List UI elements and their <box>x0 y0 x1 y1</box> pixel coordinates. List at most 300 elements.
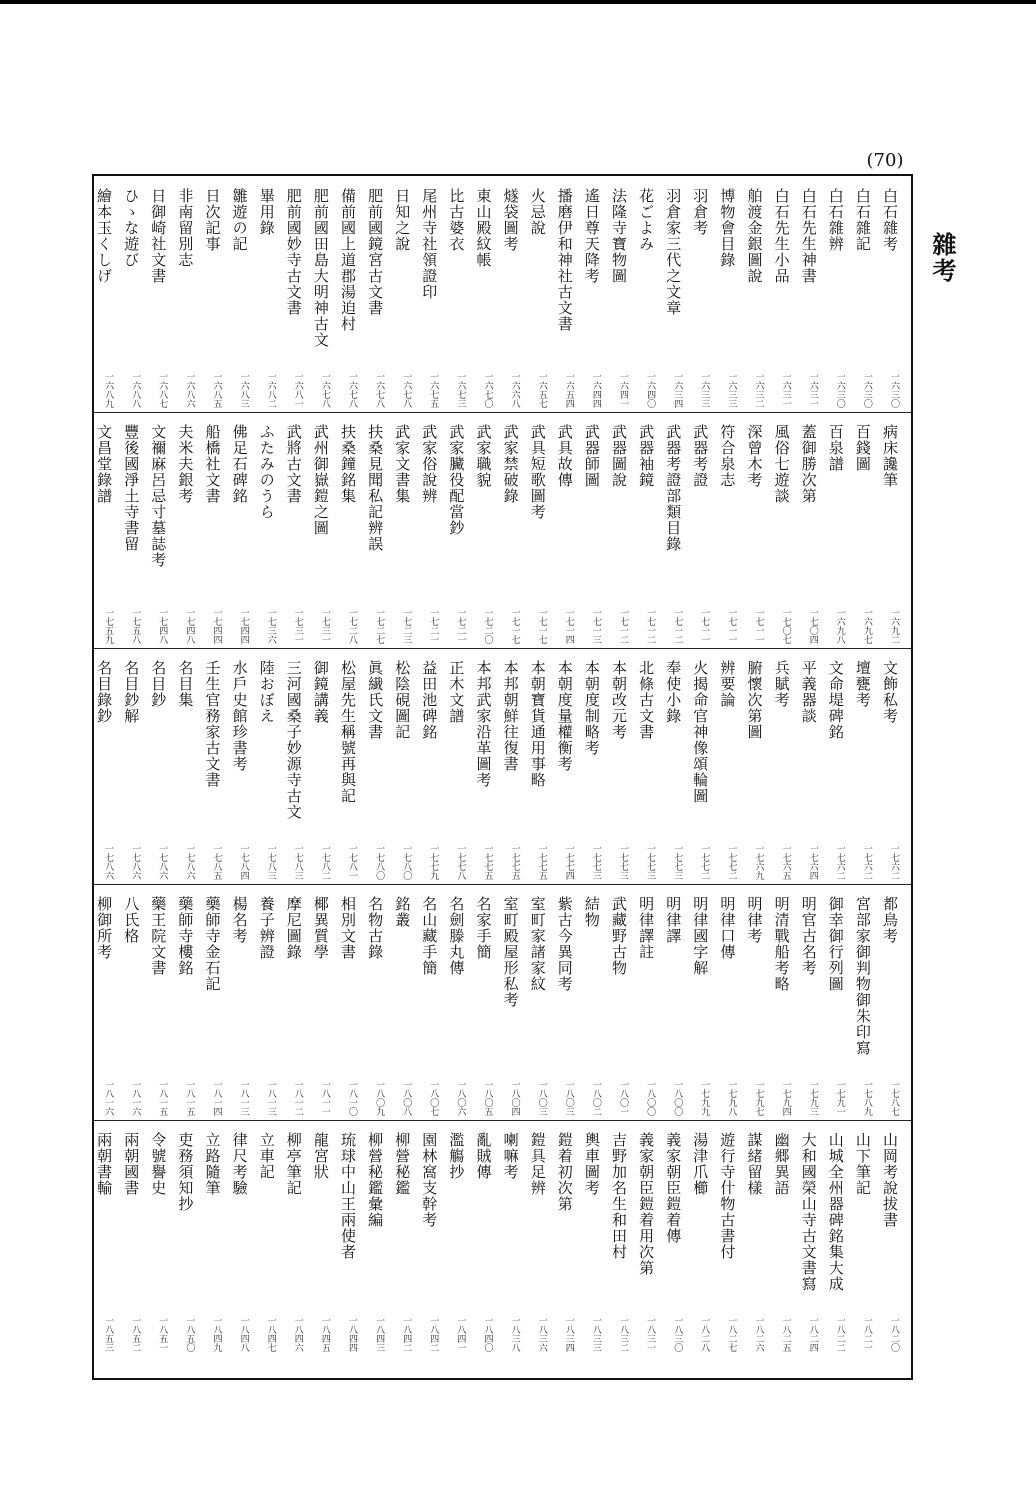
entry-page-number: 一八二四 <box>807 1316 818 1352</box>
entry-page-number: 一七七九 <box>428 844 439 880</box>
entry-title: 日知之說 <box>393 188 412 252</box>
entry-title: 紫古今異同考 <box>555 896 574 992</box>
entry-page-number: 一七八五 <box>211 844 222 880</box>
entry-title: 柳營秘鑑 <box>393 1132 412 1196</box>
entry-title: 眞繊氏文書 <box>366 660 385 740</box>
entry-title: 兵賦考 <box>772 660 791 708</box>
entry-page-number: 一八五〇 <box>184 1316 195 1352</box>
entry-page-number: 一六三二 <box>753 372 764 408</box>
index-entry <box>281 884 307 1120</box>
index-entry <box>687 1120 713 1356</box>
entry-title: 扶桑鐘銘集 <box>339 424 357 504</box>
entry-title: 柳營秘鑑彙編 <box>366 1132 385 1228</box>
index-band <box>94 884 911 1120</box>
index-entry <box>552 412 578 648</box>
entry-page-number: 一八〇三 <box>563 1080 574 1116</box>
entry-page-number: 一八二一 <box>861 1316 872 1352</box>
entry-page-number: 一八一六 <box>103 1080 114 1116</box>
entry-page-number: 一七七四 <box>563 844 574 880</box>
entry-page-number: 一八一五 <box>184 1080 195 1116</box>
entry-title: 武家禁破錄 <box>501 424 520 504</box>
entry-page-number: 一六九二 <box>889 608 899 644</box>
index-entry <box>525 412 551 648</box>
index-entry <box>91 412 117 648</box>
entry-title: 蓋御勝次第 <box>799 424 818 504</box>
entry-page-number: 一六七〇 <box>482 372 493 408</box>
entry-page-number: 一七二一 <box>428 608 439 644</box>
entry-page-number: 一八四〇 <box>482 1316 493 1352</box>
entry-page-number: 一八四四 <box>347 1316 357 1352</box>
index-entry <box>769 1120 795 1356</box>
entry-title: 武器考證部類目錄 <box>664 424 683 552</box>
entry-page-number: 一八四二 <box>428 1316 439 1352</box>
entry-title: 尾州寺社領證印 <box>420 188 439 300</box>
entry-page-number: 一八五三 <box>103 1316 114 1352</box>
index-entry <box>687 884 713 1120</box>
index-entry <box>335 884 361 1120</box>
index-entry <box>850 884 876 1120</box>
entry-page-number: 一七四八 <box>184 608 195 644</box>
index-entry <box>877 648 903 884</box>
entry-page-number: 一七八三 <box>292 844 303 880</box>
entry-title: 白石先生神書 <box>799 188 818 284</box>
entry-title: 武器袖鏡 <box>637 424 656 488</box>
entry-page-number: 一八二二 <box>834 1316 845 1352</box>
index-entry <box>145 412 171 648</box>
index-band <box>94 1120 911 1356</box>
index-entry <box>471 176 497 412</box>
index-entry <box>118 412 144 648</box>
entry-page-number: 一七六二 <box>834 844 845 880</box>
index-entry <box>227 176 253 412</box>
index-entry <box>254 648 280 884</box>
entry-title: 舶渡金銀圖說 <box>745 188 764 284</box>
entry-title: 摩尼圖錄 <box>284 896 303 960</box>
index-entry <box>850 648 876 884</box>
entry-title: 壇甕考 <box>853 660 872 708</box>
index-entry <box>308 648 334 884</box>
index-entry <box>742 176 768 412</box>
entry-page-number: 一六八六 <box>184 372 195 408</box>
index-entry <box>796 648 822 884</box>
entry-title: 扶桑見聞私記辨誤 <box>366 424 385 552</box>
entry-title: 室町殿屋形私考 <box>501 896 520 1008</box>
index-entry <box>91 884 117 1120</box>
index-entry <box>660 176 686 412</box>
entry-page-number: 一七一二 <box>672 608 683 644</box>
index-entry <box>416 1120 442 1356</box>
index-entry <box>579 176 605 412</box>
index-entry <box>227 412 253 648</box>
entry-page-number: 一八三〇 <box>672 1316 683 1352</box>
entry-title: 相別文書 <box>339 896 357 960</box>
entry-page-number: 一八一〇 <box>347 1080 357 1116</box>
index-entry <box>335 648 361 884</box>
entry-title: 鎧具足辨 <box>528 1132 547 1196</box>
entry-page-number: 一七八六 <box>130 844 141 880</box>
entry-title: 輿車圖考 <box>582 1132 601 1196</box>
entry-page-number: 一六八二 <box>265 372 276 408</box>
index-entry <box>769 176 795 412</box>
entry-title: 佛足石碑銘 <box>230 424 249 504</box>
entry-title: 白石雜記 <box>853 188 872 252</box>
entry-page-number: 一六八三 <box>238 372 249 408</box>
entry-page-number: 一八四八 <box>238 1316 249 1352</box>
entry-title: 室町家諸家紋 <box>528 896 547 992</box>
entry-title: 羽倉考 <box>691 188 710 236</box>
entry-page-number: 一六五四 <box>563 372 574 408</box>
entry-title: 明律國字解 <box>691 896 710 976</box>
entry-title: 平義器談 <box>799 660 818 724</box>
entry-title: 明律口傳 <box>718 896 737 960</box>
index-entry <box>823 1120 849 1356</box>
entry-page-number: 一八〇九 <box>374 1080 385 1116</box>
index-entry <box>742 412 768 648</box>
index-entry <box>579 884 605 1120</box>
entry-title: 明律譯 <box>664 896 683 944</box>
entry-title: 肥前國鏡宮古文書 <box>366 188 385 316</box>
entry-title: 養子辨證 <box>257 896 276 960</box>
entry-title: 遊行寺什物古書付 <box>718 1132 737 1260</box>
entry-title: 名物古錄 <box>366 896 385 960</box>
entry-title: 藥師寺金石記 <box>203 896 222 992</box>
entry-title: 本邦武家沿革圖考 <box>474 660 493 788</box>
entry-page-number: 一八二五 <box>780 1316 791 1352</box>
entry-title: ふたみのうら <box>257 424 276 520</box>
entry-title: 松屋先生稱號再與記 <box>339 660 357 804</box>
index-entry <box>769 884 795 1120</box>
entry-title: 夫米夫銀考 <box>176 424 195 504</box>
index-band <box>94 412 911 648</box>
index-entry <box>579 1120 605 1356</box>
index-entry <box>416 412 442 648</box>
entry-title: 羽倉家三代之文章 <box>664 188 683 316</box>
entry-page-number: 一六四四 <box>590 372 601 408</box>
index-entry <box>850 1120 876 1356</box>
entry-page-number: 一七七五 <box>536 844 547 880</box>
entry-page-number: 一六八七 <box>157 372 168 408</box>
entry-title: 畢用錄 <box>257 188 276 236</box>
entry-page-number: 一八二七 <box>726 1316 737 1352</box>
entry-page-number: 一八〇八 <box>401 1080 412 1116</box>
entry-page-number: 一八一三 <box>238 1080 249 1116</box>
index-entry <box>714 176 740 412</box>
index-entry <box>633 176 659 412</box>
top-border <box>0 0 1036 4</box>
index-entry <box>877 884 903 1120</box>
entry-page-number: 一七三一 <box>319 608 330 644</box>
index-entry <box>823 176 849 412</box>
entry-page-number: 一七九九 <box>699 1080 710 1116</box>
entry-title: 義家朝臣鎧着用次第 <box>637 1132 656 1276</box>
entry-page-number: 一六四〇 <box>645 372 656 408</box>
entry-page-number: 一八〇一 <box>618 1080 628 1116</box>
entry-title: 肥前國妙寺古文書 <box>284 188 303 316</box>
entry-page-number: 一八一五 <box>157 1080 168 1116</box>
entry-title: 都鳥考 <box>881 896 899 944</box>
index-entry <box>633 412 659 648</box>
index-entry <box>579 648 605 884</box>
entry-title: 文命堤碑銘 <box>826 660 845 740</box>
index-entry <box>254 412 280 648</box>
entry-page-number: 一八五二 <box>130 1316 141 1352</box>
index-entry <box>416 884 442 1120</box>
index-entry <box>714 1120 740 1356</box>
page-number: (70) <box>866 150 904 171</box>
entry-page-number: 一六七八 <box>401 372 412 408</box>
index-entry <box>362 884 388 1120</box>
entry-title: 博物會目錄 <box>718 188 737 268</box>
index-entry <box>200 884 226 1120</box>
entry-page-number: 一七八九 <box>861 1080 872 1116</box>
entry-page-number: 一六八一 <box>292 372 303 408</box>
entry-title: 北條古文書 <box>637 660 656 740</box>
index-entry <box>308 412 334 648</box>
index-entry <box>823 648 849 884</box>
index-entry <box>172 176 198 412</box>
index-entry <box>389 412 415 648</box>
entry-title: 義家朝臣鎧着傳 <box>664 1132 683 1244</box>
entry-page-number: 一八四五 <box>319 1316 330 1352</box>
entry-title: 武家職貌 <box>474 424 493 488</box>
entry-title: 辨要論 <box>718 660 737 708</box>
index-entry <box>606 176 632 412</box>
entry-title: 大和國榮山寺古文書寫 <box>799 1132 818 1292</box>
index-entry <box>200 412 226 648</box>
entry-page-number: 一六七五 <box>428 372 439 408</box>
entry-title: 風俗七遊談 <box>772 424 791 504</box>
entry-title: 病床讒筆 <box>881 424 899 488</box>
entry-page-number: 一七三一 <box>292 608 303 644</box>
index-entry <box>471 648 497 884</box>
index-entry <box>335 412 361 648</box>
entry-page-number: 一六三一 <box>807 372 818 408</box>
index-entry <box>200 176 226 412</box>
index-entry <box>443 412 469 648</box>
entry-title: 肥前國田島大明神古文 <box>311 188 330 348</box>
entry-title: 名山藏手簡 <box>420 896 439 976</box>
entry-title: 武家臟役配當鈔 <box>447 424 466 536</box>
entry-page-number: 一八一一 <box>319 1080 330 1116</box>
entry-title: 喇嘛考 <box>501 1132 520 1180</box>
index-entry <box>254 884 280 1120</box>
index-table <box>92 174 913 1380</box>
entry-title: 吏務須知抄 <box>176 1132 195 1212</box>
entry-page-number: 一七七三 <box>645 844 656 880</box>
entry-title: 立車記 <box>257 1132 276 1180</box>
entry-page-number: 一八〇二 <box>590 1080 601 1116</box>
index-entry <box>687 176 713 412</box>
entry-page-number: 一七四四 <box>211 608 222 644</box>
entry-page-number: 一八三一 <box>645 1316 656 1352</box>
entry-title: 立路隨筆 <box>203 1132 222 1196</box>
entry-title: 比古婆衣 <box>447 188 466 252</box>
entry-title: 亂賊傳 <box>474 1132 493 1180</box>
entry-title: 銘叢 <box>393 896 412 928</box>
index-entry <box>796 1120 822 1356</box>
entry-title: 雛遊の記 <box>230 188 249 252</box>
entry-page-number: 一八三八 <box>509 1316 520 1352</box>
entry-title: 明清戰船考略 <box>772 896 791 992</box>
entry-page-number: 一八一二 <box>292 1080 303 1116</box>
index-entry <box>850 176 876 412</box>
entry-title: 湯津爪櫛 <box>691 1132 710 1196</box>
entry-title: 琉球中山王兩使者 <box>339 1132 357 1260</box>
entry-page-number: 一八四九 <box>211 1316 222 1352</box>
entry-page-number: 一七二七 <box>374 608 385 644</box>
index-entry <box>742 884 768 1120</box>
entry-title: 文飾私考 <box>881 660 899 724</box>
index-entry <box>471 412 497 648</box>
entry-page-number: 一七二〇 <box>482 608 493 644</box>
index-entry <box>606 412 632 648</box>
entry-page-number: 一八三三 <box>590 1316 601 1352</box>
entry-title: 豐後國淨土寺書留 <box>122 424 141 552</box>
index-entry <box>281 648 307 884</box>
entry-page-number: 一六三三 <box>699 372 710 408</box>
entry-title: 柳御所考 <box>95 896 114 960</box>
index-entry <box>525 648 551 884</box>
entry-title: 龍宮狀 <box>311 1132 330 1180</box>
index-entry <box>172 648 198 884</box>
entry-title: 武器師圖 <box>582 424 601 488</box>
entry-page-number: 一七九八 <box>726 1080 737 1116</box>
entry-title: 陸おぼえ <box>257 660 276 724</box>
entry-title: 腑懷次第圖 <box>745 660 764 740</box>
entry-title: 日御崎社文書 <box>149 188 168 284</box>
entry-page-number: 一七六二 <box>861 844 872 880</box>
entry-page-number: 一六四一 <box>618 372 628 408</box>
index-entry <box>606 648 632 884</box>
entry-page-number: 一八四三 <box>374 1316 385 1352</box>
index-entry <box>308 1120 334 1356</box>
entry-title: 楊名考 <box>230 896 249 944</box>
index-entry <box>769 412 795 648</box>
entry-page-number: 一六三〇 <box>889 372 899 408</box>
index-entry <box>606 1120 632 1356</box>
index-entry <box>606 884 632 1120</box>
index-entry <box>498 1120 524 1356</box>
entry-title: 名劍滕丸傳 <box>447 896 466 976</box>
entry-title: 兩朝書輸 <box>95 1132 114 1196</box>
index-entry <box>281 1120 307 1356</box>
entry-page-number: 一六八五 <box>211 372 222 408</box>
index-entry <box>389 176 415 412</box>
index-entry <box>200 1120 226 1356</box>
entry-page-number: 一六七三 <box>455 372 466 408</box>
index-entry <box>796 412 822 648</box>
index-entry <box>362 1120 388 1356</box>
entry-page-number: 一七八六 <box>184 844 195 880</box>
entry-page-number: 一七三六 <box>265 608 276 644</box>
entry-title: 律尺考驗 <box>230 1132 249 1196</box>
entry-page-number: 一七〇四 <box>807 608 818 644</box>
entry-title: 山城全州器碑銘集大成 <box>826 1132 845 1292</box>
entry-title: 文禰麻呂忌寸墓誌考 <box>149 424 168 568</box>
entry-title: 白石先生小品 <box>772 188 791 284</box>
index-band <box>94 176 911 412</box>
index-entry <box>172 1120 198 1356</box>
entry-title: 明律考 <box>745 896 764 944</box>
entry-page-number: 一八〇六 <box>455 1080 466 1116</box>
index-entry <box>254 1120 280 1356</box>
index-entry <box>579 412 605 648</box>
index-entry <box>877 1120 903 1356</box>
index-entry <box>335 1120 361 1356</box>
entry-title: 名目鈔解 <box>122 660 141 724</box>
index-entry <box>687 648 713 884</box>
index-entry <box>633 1120 659 1356</box>
index-entry <box>254 176 280 412</box>
entry-page-number: 一七六四 <box>807 844 818 880</box>
entry-page-number: 一七六九 <box>753 844 764 880</box>
entry-page-number: 一七一七 <box>536 608 547 644</box>
entry-title: 結物 <box>582 896 601 928</box>
entry-page-number: 一八三二 <box>618 1316 628 1352</box>
entry-title: 播磨伊和神社古文書 <box>555 188 574 332</box>
index-entry <box>769 648 795 884</box>
entry-title: 明官古名考 <box>799 896 818 976</box>
entry-page-number: 一七九四 <box>780 1080 791 1116</box>
entry-title: 百錢圖 <box>853 424 872 472</box>
entry-page-number: 一七二八 <box>347 608 357 644</box>
entry-page-number: 一七七五 <box>482 844 493 880</box>
entry-page-number: 一八一六 <box>130 1080 141 1116</box>
entry-title: 宮部家御判物御朱印寫 <box>853 896 872 1056</box>
entry-title: 御幸御行列圖 <box>826 896 845 992</box>
entry-title: 本朝度量權衡考 <box>555 660 574 772</box>
entry-title: 武具故傳 <box>555 424 574 488</box>
entry-page-number: 一六三〇 <box>834 372 845 408</box>
entry-title: 濫觴抄 <box>447 1132 466 1180</box>
index-entry <box>742 1120 768 1356</box>
index-entry <box>823 884 849 1120</box>
entry-page-number: 一七八三 <box>265 844 276 880</box>
index-entry <box>633 884 659 1120</box>
entry-page-number: 一八〇五 <box>482 1080 493 1116</box>
entry-title: 本朝度制略考 <box>582 660 601 756</box>
entry-title: 正木文譜 <box>447 660 466 724</box>
index-entry <box>281 176 307 412</box>
entry-title: 鎧着初次第 <box>555 1132 574 1212</box>
entry-title: 遙日尊天降考 <box>582 188 601 284</box>
entry-page-number: 一六九八 <box>834 608 845 644</box>
entry-page-number: 一六八八 <box>130 372 141 408</box>
entry-title: 益田池碑銘 <box>420 660 439 740</box>
entry-page-number: 一七六二 <box>889 844 899 880</box>
entry-title: 深曾木考 <box>745 424 764 488</box>
entry-page-number: 一七八〇 <box>374 844 385 880</box>
entry-title: 武家文書集 <box>393 424 412 504</box>
entry-title: 名目錄鈔 <box>95 660 114 724</box>
entry-title: 本朝寶貨通用事略 <box>528 660 547 788</box>
entry-page-number: 一八二八 <box>699 1316 710 1352</box>
entry-page-number: 一八四六 <box>292 1316 303 1352</box>
entry-page-number: 一八〇七 <box>428 1080 439 1116</box>
index-entry <box>91 176 117 412</box>
entry-page-number: 一八三六 <box>536 1316 547 1352</box>
entry-title: 水戶史館珍書考 <box>230 660 249 772</box>
entry-title: 文昌堂錄譜 <box>95 424 114 504</box>
index-entry <box>552 884 578 1120</box>
entry-page-number: 一六九七 <box>861 608 872 644</box>
entry-page-number: 一七四八 <box>157 608 168 644</box>
index-entry <box>552 176 578 412</box>
index-entry <box>471 1120 497 1356</box>
index-entry <box>714 412 740 648</box>
index-entry <box>525 1120 551 1356</box>
entry-title: 武具短歌圖考 <box>528 424 547 520</box>
